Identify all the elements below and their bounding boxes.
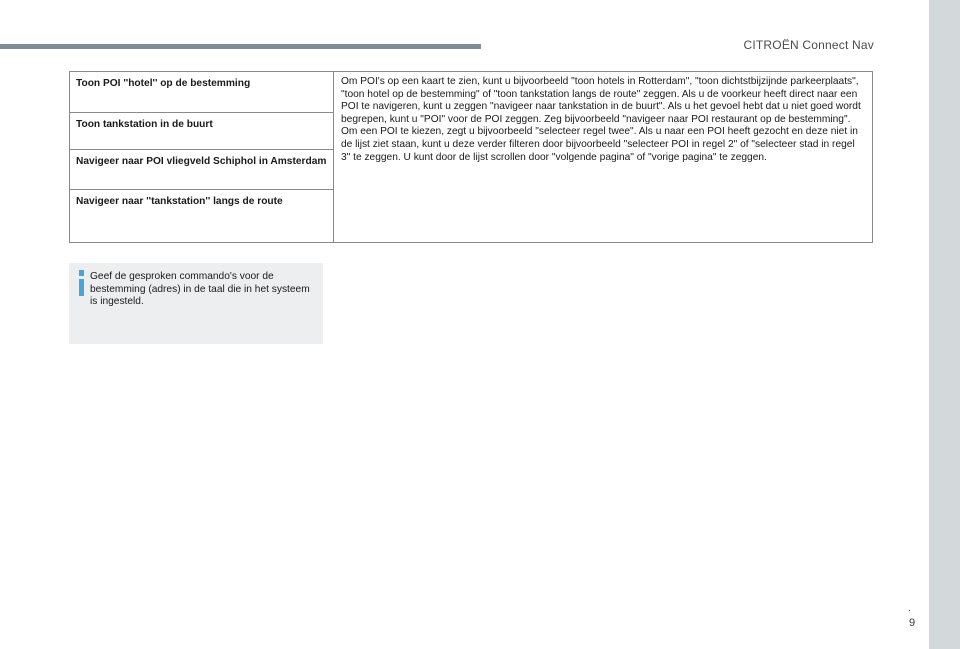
page-marker: .	[908, 603, 911, 614]
info-note	[69, 263, 323, 344]
command-cell: Toon POI ''hotel'' op de bestemming	[70, 72, 333, 113]
description-paragraph: Om POI's op een kaart te zien, kunt u bijvoorbeeld "toon hotels in Rotterdam", "toon dichtstbijzijnde parkeerplaats", "toon hotel op de bestemming" of "toon tankstation langs de route" zeggen. Als u de voorkeur heeft direct naar een POI te navigeren, kunt u zeggen "navigeer naar tankstation in de buurt". Als u het gevoel hebt dat u niet goed wordt begrepen, kunt u "POI" voor de POI zeggen. Zeg bijvoorbeeld "navigeer naar POI restaurant op de bestemming".	[341, 76, 861, 125]
page-edge-strip	[929, 0, 960, 649]
manual-title: CITROËN Connect Nav	[743, 38, 874, 52]
command-cell: Navigeer naar POI vliegveld Schiphol in Amsterdam	[70, 150, 333, 190]
page-number: 9	[909, 617, 916, 629]
info-icon	[79, 270, 85, 296]
command-column	[70, 72, 334, 242]
note-text: Geef de gesproken commando's voor de bestemming (adres) in de taal die in het systeem is ingesteld.	[90, 271, 310, 308]
description-column	[334, 72, 872, 242]
description-paragraph: Om een POI te kiezen, zegt u bijvoorbeeld "selecteer regel twee". Als u naar een POI heeft gezocht en deze niet in de lijst ziet staan, kunt u deze verder filteren door bijvoorbeeld "selecteer POI in regel 2" of "selecteer stad in regel 3" te zeggen. U kunt door de lijst scrollen door "volgende pagina" of "vorige pagina" te zeggen.	[341, 126, 858, 163]
command-cell: Navigeer naar ''tankstation'' langs de route	[76, 196, 283, 207]
header-rule	[0, 44, 481, 49]
command-cell: Toon tankstation in de buurt	[70, 113, 333, 150]
voice-command-table	[69, 71, 873, 243]
